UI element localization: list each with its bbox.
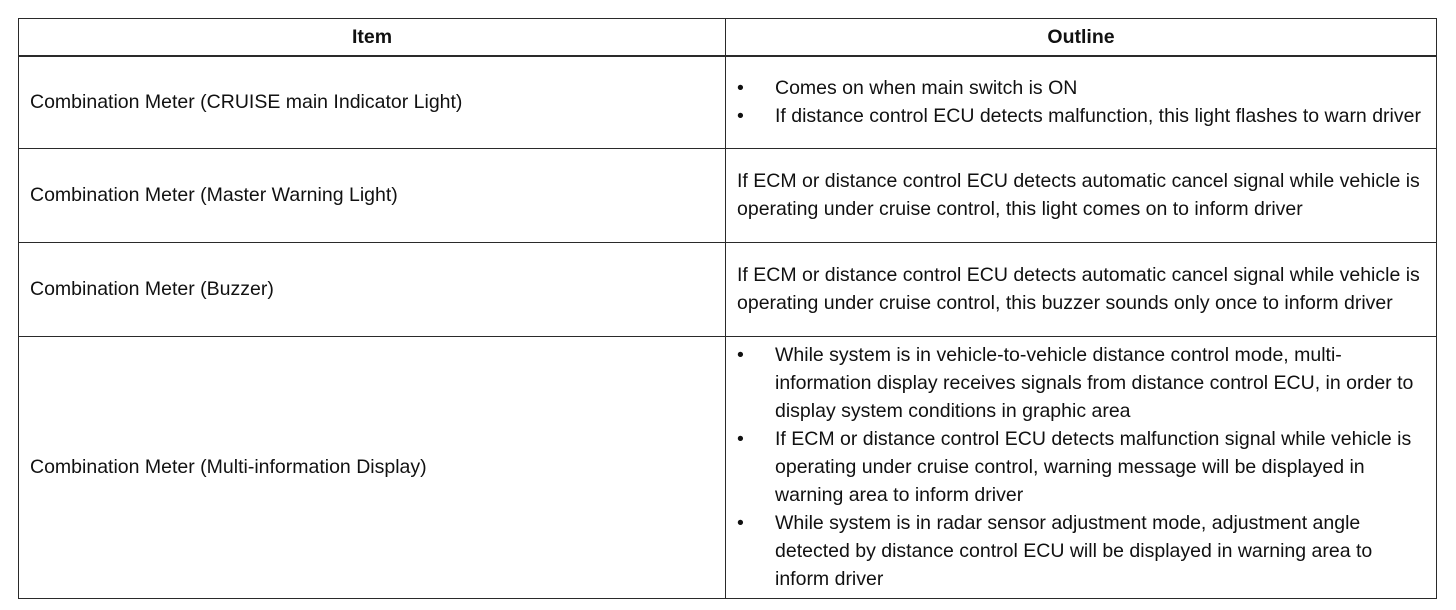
item-cell: Combination Meter (Multi-information Display) <box>19 336 726 598</box>
outline-cell <box>726 56 1437 148</box>
bullet-list <box>737 74 1428 130</box>
bullet-list <box>737 341 1428 593</box>
outline-cell <box>726 336 1437 598</box>
bullet-item <box>737 509 1428 593</box>
outline-cell: If ECM or distance control ECU detects automatic cancel signal while vehicle is operating under cruise control, this buzzer sounds only once to inform driver <box>726 242 1437 336</box>
item-cell: Combination Meter (Master Warning Light) <box>19 148 726 242</box>
item-cell: Combination Meter (CRUISE main Indicator Light) <box>19 56 726 148</box>
bullet-text: While system is in vehicle-to-vehicle distance control mode, multi-information display receives signals from distance control ECU, in order to display system conditions in graphic area <box>775 344 1414 422</box>
item-cell: Combination Meter (Buzzer) <box>19 242 726 336</box>
bullet-item <box>737 425 1428 509</box>
spec-table <box>18 18 1437 599</box>
bullet-item <box>737 102 1428 130</box>
header-row <box>19 19 1437 57</box>
bullet-text: Comes on when main switch is ON <box>775 77 1078 100</box>
bullet-text: If distance control ECU detects malfunction, this light flashes to warn driver <box>775 105 1421 128</box>
bullet-icon: • <box>737 105 744 128</box>
header-item: Item <box>19 19 726 57</box>
table-row <box>19 148 1437 242</box>
header-outline: Outline <box>726 19 1437 57</box>
bullet-icon: • <box>737 428 744 450</box>
table-row <box>19 336 1437 598</box>
bullet-icon: • <box>737 344 744 366</box>
bullet-item <box>737 341 1428 425</box>
bullet-icon: • <box>737 512 744 534</box>
bullet-icon: • <box>737 77 744 100</box>
table-row <box>19 56 1437 148</box>
bullet-item <box>737 74 1428 102</box>
outline-cell: If ECM or distance control ECU detects automatic cancel signal while vehicle is operating under cruise control, this light comes on to inform driver <box>726 148 1437 242</box>
table-row <box>19 242 1437 336</box>
bullet-text: If ECM or distance control ECU detects malfunction signal while vehicle is operating under cruise control, warning message will be displayed in warning area to inform driver <box>775 428 1412 506</box>
bullet-text: While system is in radar sensor adjustment mode, adjustment angle detected by distance control ECU will be displayed in warning area to inform driver <box>775 512 1373 590</box>
